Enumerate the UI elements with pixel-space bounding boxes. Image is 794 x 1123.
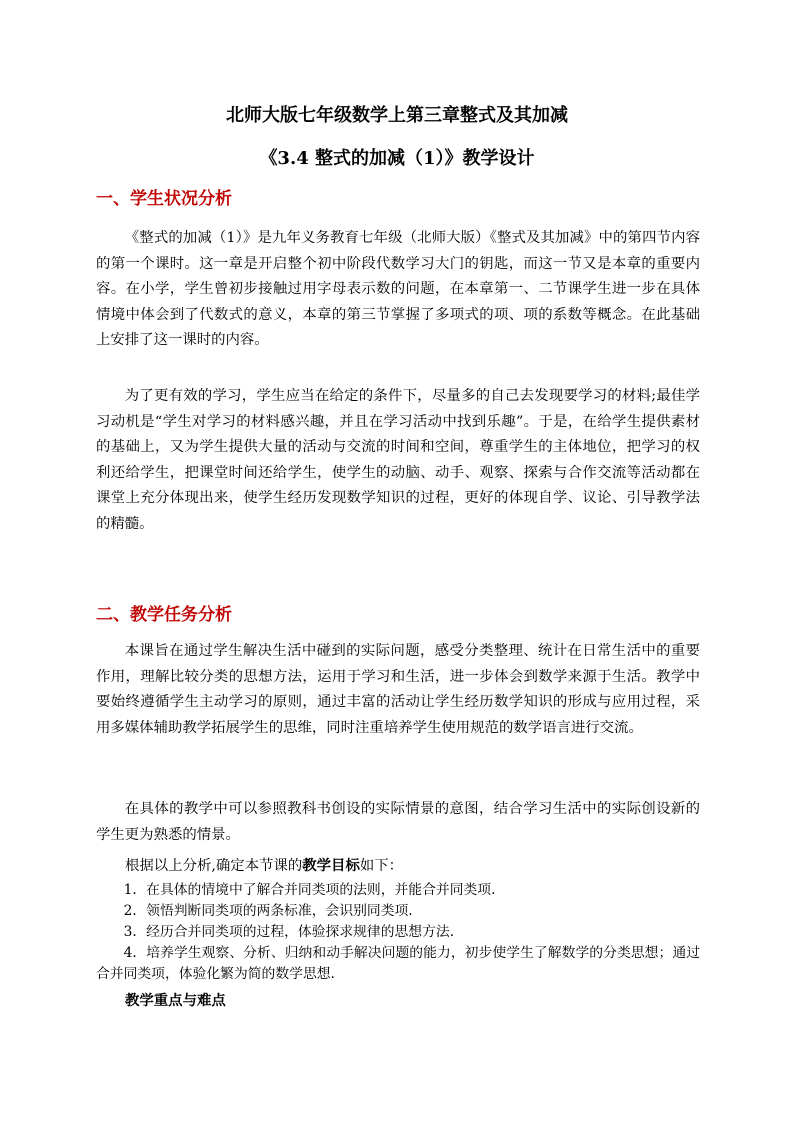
paragraph: 在具体的教学中可以参照教科书创设的实际情景的意图，结合学习生活中的实际创设新的学生更为熟悉的情景。	[96, 801, 700, 843]
document-subtitle: 《3.4 整式的加减（1）》教学设计	[259, 148, 535, 169]
section-heading-task-analysis: 二、教学任务分析	[96, 605, 232, 625]
goals-intro-prefix: 根据以上分析,确定本节课的	[125, 858, 303, 874]
paragraph: 本课旨在通过学生解决生活中碰到的实际问题，感受分类整理、统计在日常生活中的重要作用，理解比较分类的思想方法，运用于学习和生活，进一步体会到数学来源于生活。教学中要始终遵循学生主动学习的原则，通过丰富的活动让学生经历数学知识的形成与应用过程，采用多媒体辅助教学拓展学生的思维，同时注重培养学生使用规范的数学语言进行交流。	[96, 643, 700, 736]
goals-intro	[125, 855, 403, 877]
subheading-key-points: 教学重点与难点	[125, 992, 226, 1009]
list-item: 3．经历合并同类项的过程，体验探求规律的思想方法.	[123, 924, 455, 940]
list-item: 4．培养学生观察、分析、归纳和动手解决问题的能力，初步使学生了解数学的分类思想；通过合并同类项，体验化繁为简的数学思想.	[96, 945, 700, 982]
document-title: 北师大版七年级数学上第三章整式及其加减	[226, 105, 568, 126]
list-item: 1．在具体的情境中了解合并同类项的法则，并能合并同类项.	[123, 882, 496, 898]
goals-intro-bold: 教学目标	[302, 857, 360, 874]
paragraph: 《整式的加减（1）》是九年义务教育七年级（北师大版）《整式及其加减》中的第四节内容的第一个课时。这一章是开启整个初中阶段代数学习大门的钥匙，而这一节又是本章的重要内容。在小学，学生曾初步接触过用字母表示数的问题，在本章第一、二节课学生进一步在具体情境中体会到了代数式的意义，本章的第三节掌握了多项式的项、项的系数等概念。在此基础上安排了这一课时的内容。	[96, 230, 700, 349]
list-item: 2．领悟判断同类项的两条标准，会识别同类项.	[123, 903, 413, 919]
teaching-goals-list	[96, 880, 700, 985]
section-heading-student-analysis: 一、学生状况分析	[96, 189, 232, 209]
paragraph: 为了更有效的学习，学生应当在给定的条件下，尽量多的自己去发现要学习的材料;最佳学习动机是“学生对学习的材料感兴趣，并且在学习活动中找到乐趣”。于是，在给学生提供素材的基础上，又为学生提供大量的活动与交流的时间和空间，尊重学生的主体地位，把学习的权利还给学生，把课堂时间还给学生，使学生的动脑、动手、观察、探索与合作交流等活动都在课堂上充分体现出来，使学生经历发现数学知识的过程，更好的体现自学、议论、引导教学法的精髓。	[96, 388, 700, 532]
goals-intro-suffix: 如下：	[359, 858, 404, 874]
